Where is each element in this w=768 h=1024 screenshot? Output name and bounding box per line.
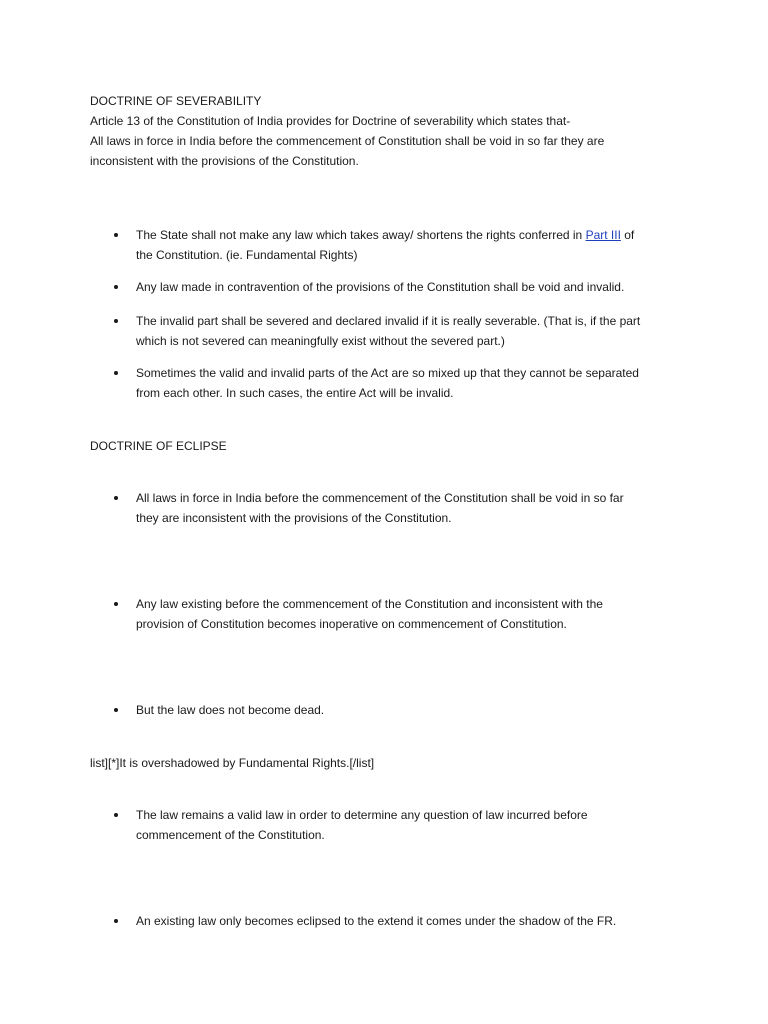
severability-intro-line-1: Article 13 of the Constitution of India provides for Doctrine of severability which states that- <box>90 114 571 128</box>
bullet-text: Sometimes the valid and invalid parts of the Act are so mixed up that they cannot be separated <box>136 366 639 380</box>
bullet-text: of <box>620 228 635 242</box>
bullet-text: the Constitution. (ie. Fundamental Rights) <box>136 248 358 262</box>
part-iii-link[interactable]: Part III <box>585 228 621 242</box>
severability-section <box>90 91 690 171</box>
eclipse-heading: DOCTRINE OF ECLIPSE <box>90 439 227 453</box>
bullet-text: All laws in force in India before the commencement of the Constitution shall be void in so far <box>136 491 624 505</box>
bullet-text: But the law does not become dead. <box>136 703 325 717</box>
bullet-text: An existing law only becomes eclipsed to the extend it comes under the shadow of the FR. <box>136 914 617 928</box>
bullet-text: The invalid part shall be severed and declared invalid if it is really severable. (That is, if the part <box>136 314 641 328</box>
bullet-text: provision of Constitution becomes inoperative on commencement of Constitution. <box>136 617 567 631</box>
eclipse-section <box>90 436 690 456</box>
bullet-text: Any law made in contravention of the provisions of the Constitution shall be void and invalid. <box>136 280 625 294</box>
list-tag-text: list][*]It is overshadowed by Fundamental Rights.[/list] <box>90 756 375 770</box>
bullet-text: The State shall not make any law which takes away/ shortens the rights conferred in <box>136 228 586 242</box>
bullet-text: they are inconsistent with the provisions of the Constitution. <box>136 511 452 525</box>
severability-intro-line-3: inconsistent with the provisions of the Constitution. <box>90 154 359 168</box>
severability-intro-line-2: All laws in force in India before the commencement of Constitution shall be void in so far they are <box>90 134 605 148</box>
list-tag-line <box>90 753 690 773</box>
bullet-text: commencement of the Constitution. <box>136 828 325 842</box>
bullet-text: from each other. In such cases, the entire Act will be invalid. <box>136 386 454 400</box>
bullet-text: The law remains a valid law in order to determine any question of law incurred before <box>136 808 588 822</box>
severability-heading: DOCTRINE OF SEVERABILITY <box>90 94 262 108</box>
bullet-text: Any law existing before the commencement of the Constitution and inconsistent with the <box>136 597 603 611</box>
bullet-text: which is not severed can meaningfully exist without the severed part.) <box>136 334 505 348</box>
